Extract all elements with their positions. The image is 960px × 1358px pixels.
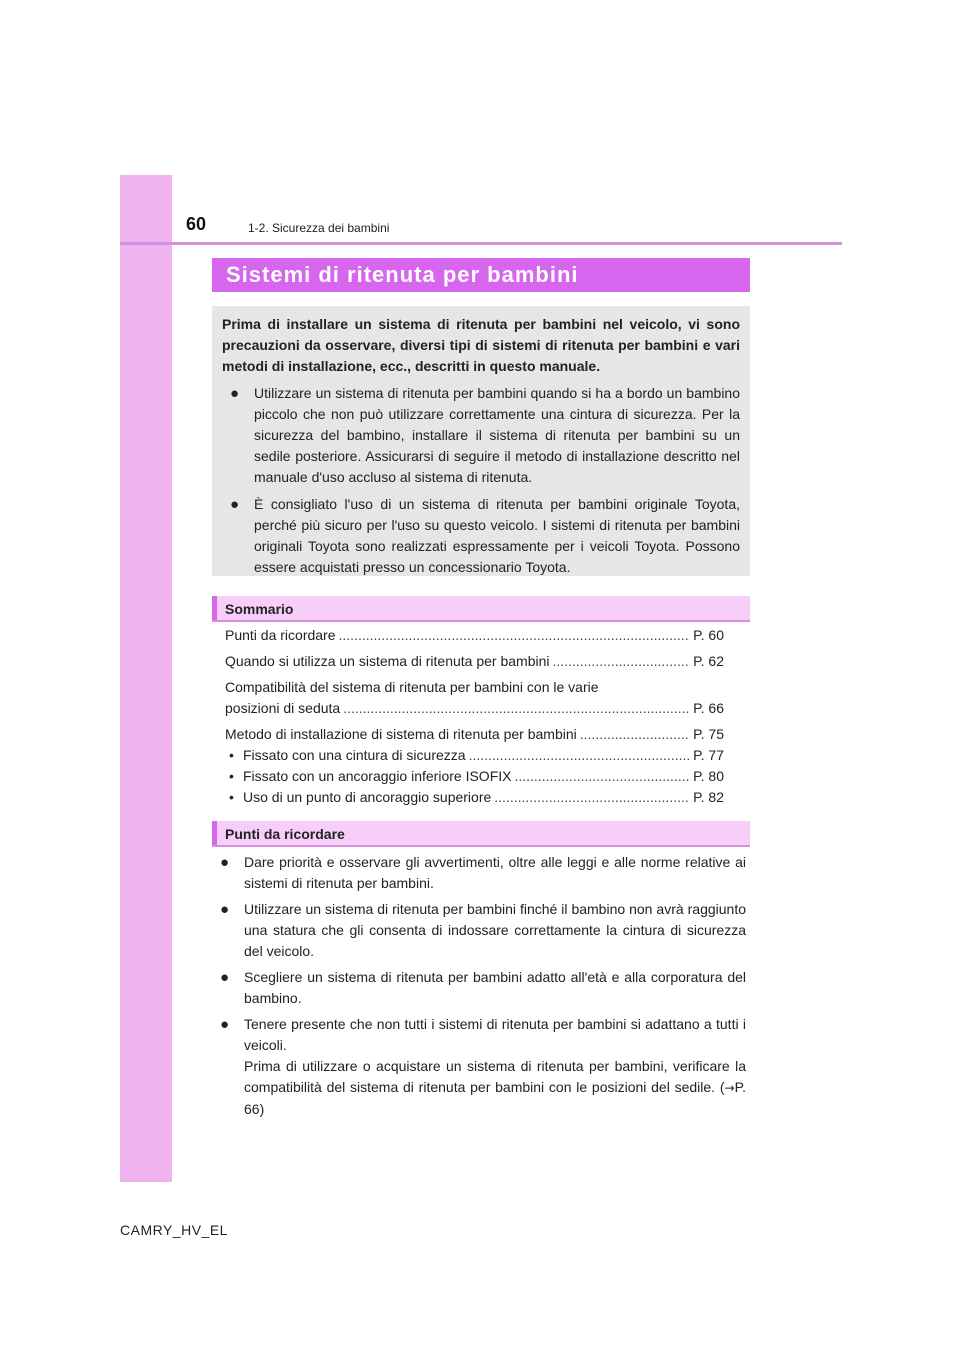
toc-item[interactable]: posizioni di seduta ..... P. 66 (225, 698, 724, 719)
footer-code: CAMRY_HV_EL (120, 1222, 228, 1238)
intro-bullet-text: È consigliato l'uso di un sistema di ritenuta per bambini originale Toyota, perché più sicuro per l'uso su questo veicolo. I sistemi di ritenuta per bambini originali Toyota sono realizzati espressamente per i veicoli Toyota. Possono essere acquistati presso un concessionario Toyota. (254, 496, 740, 575)
remember-list (212, 852, 746, 1125)
toc-subitem[interactable]: • Fissato con una cintura di sicurezza ..... P. 77 (225, 745, 724, 766)
side-tab (120, 175, 172, 1182)
intro-lead: Prima di installare un sistema di ritenuta per bambini nel veicolo, vi sono precauzioni da osservare, diversi tipi di sistemi di ritenuta per bambini e vari metodi di installazione, ecc., descritti in questo manuale. (222, 316, 740, 374)
bullet-icon: ● (230, 385, 240, 402)
toc-subitem[interactable]: • Uso di un punto di ancoraggio superiore ..... P. 82 (225, 787, 724, 808)
toc-item[interactable]: Quando si utilizza un sistema di ritenuta per bambini ..... P. 62 (225, 651, 724, 672)
toc-item-line1[interactable]: Compatibilità del sistema di ritenuta per bambini con le varie (225, 679, 599, 695)
intro-bullet-text: Utilizzare un sistema di ritenuta per bambini quando si ha a bordo un bambino piccolo che non può utilizzare correttamente una cintura di sicurezza. Per la sicurezza del bambino, installare il sistema di ritenuta per bambini su un sedile posteriore. Assicurarsi di seguire il metodo di installazione descritto nel manuale d'uso accluso al sistema di ritenuta. (254, 385, 740, 485)
table-of-contents (225, 625, 724, 808)
toc-item[interactable]: Punti da ricordare ..... P. 60 (225, 625, 724, 646)
bullet-icon: ● (220, 901, 230, 918)
sub-bullet-icon: • (229, 768, 234, 784)
remember-heading-bar (212, 821, 750, 847)
intro-box (212, 306, 750, 576)
intro-bullet (222, 494, 740, 578)
summary-heading: Sommario (225, 601, 294, 617)
bullet-icon: ● (220, 854, 230, 871)
remember-bullet: ● Scegliere un sistema di ritenuta per bambini adatto all'età e alla corporatura del bambino. (220, 969, 746, 1006)
summary-heading-bar (212, 596, 750, 622)
remember-bullet: ● Tenere presente che non tutti i sistemi di ritenuta per bambini si adattano a tutti i veicoli. Prima di utilizzare o acquistare un sistema di ritenuta per bambini, verificare la compatibilità del sistema di ritenuta per bambini con le posizioni del sedile. (→P. 66) (220, 1016, 746, 1117)
remember-heading: Punti da ricordare (225, 826, 345, 842)
toc-item[interactable]: Metodo di installazione di sistema di ritenuta per bambini ..... P. 75 (225, 724, 724, 745)
toc-subitem[interactable]: • Fissato con un ancoraggio inferiore ISOFIX ..... P. 80 (225, 766, 724, 787)
section-label: 1-2. Sicurezza dei bambini (248, 221, 390, 235)
bullet-icon: ● (220, 1016, 230, 1033)
page-title: Sistemi di ritenuta per bambini (226, 262, 579, 287)
sub-bullet-icon: • (229, 747, 234, 763)
sub-bullet-icon: • (229, 789, 234, 805)
remember-bullet: ● Dare priorità e osservare gli avvertimenti, oltre alle leggi e alle norme relative ai sistemi di ritenuta per bambini. (220, 854, 746, 891)
page-reference-link[interactable]: P. 66) (244, 1079, 746, 1117)
arrow-right-icon: → (724, 1081, 735, 1095)
bullet-icon: ● (220, 969, 230, 986)
header-rule (120, 242, 842, 245)
title-bar (212, 258, 750, 292)
bullet-icon: ● (230, 496, 240, 513)
remember-bullet: ● Utilizzare un sistema di ritenuta per bambini finché il bambino non avrà raggiunto una statura che gli consenta di indossare correttamente la cintura di sicurezza del veicolo. (220, 901, 746, 959)
intro-bullet (222, 383, 740, 488)
page-number: 60 (186, 214, 207, 234)
